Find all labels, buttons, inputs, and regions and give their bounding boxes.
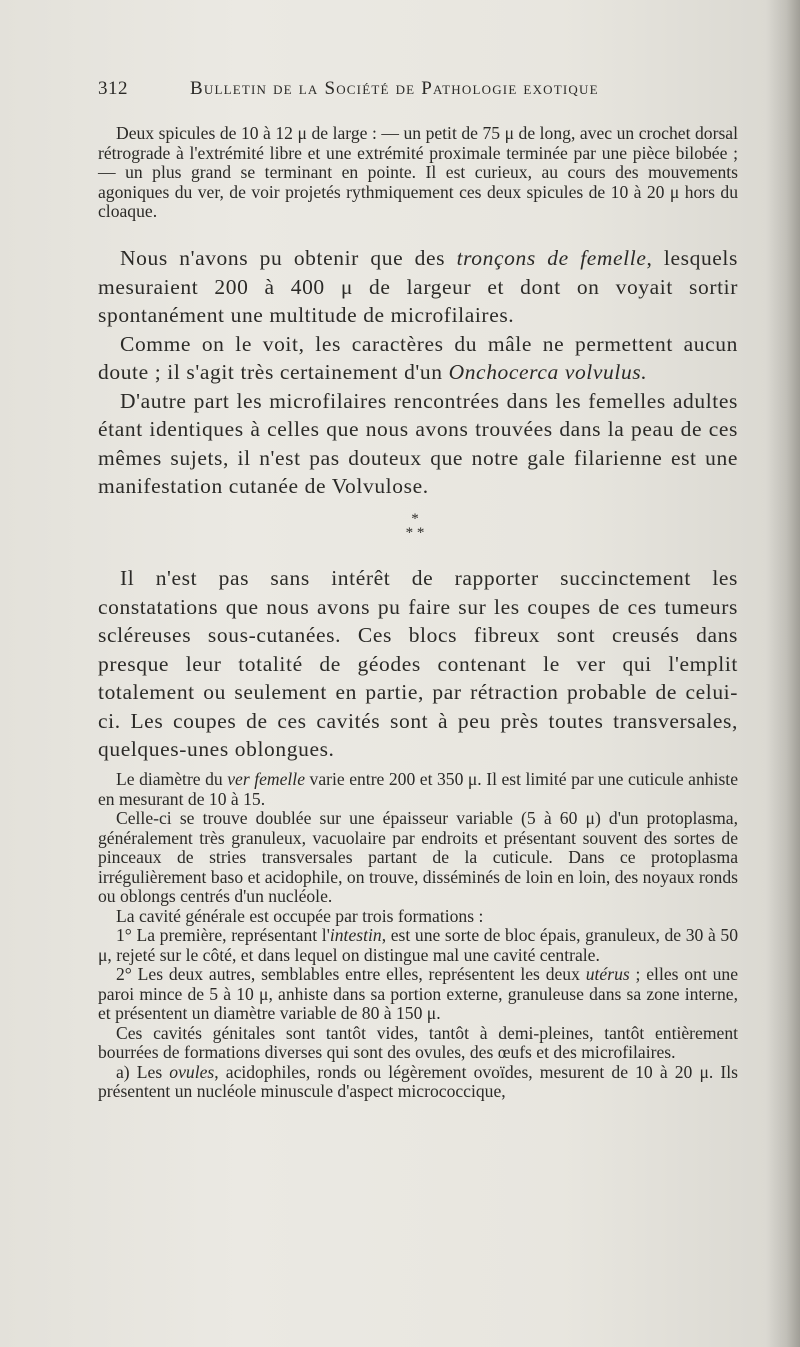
sections-paragraph: [98, 564, 738, 764]
page-number: 312: [98, 78, 128, 99]
section-asterism: * * *: [405, 511, 425, 541]
paragraph-diametre: Le diamètre du ver femelle varie entre 200 et 350 μ. Il est limité par une cuticule anhiste en mesurant de 10 à 15.: [98, 769, 738, 809]
emphasis-onchocerca: Onchocerca volvulus.: [448, 360, 648, 384]
paragraph-cavite: La cavité générale est occupée par trois formations :: [116, 905, 484, 926]
spicules-paragraph: [98, 124, 738, 222]
paragraph-intestin: 1° La première, représentant l'intestin, est une sorte de bloc épais, granuleux, de 30 à 50 μ, rejeté sur le côté, et dans lequel on distingue mal une cavité centrale.: [98, 925, 738, 965]
paragraph-uterus: 2° Les deux autres, semblables entre elles, représentent les deux utérus ; elles ont une paroi mince de 5 à 10 μ, anhiste dans sa portion externe, granuleuse dans sa zone interne, et présentent un diamètre variable de 80 à 150 μ.: [98, 964, 739, 1023]
page-edge-shadow: [766, 0, 800, 1347]
paragraph-volvulose: D'autre part les microfilaires rencontrées dans les femelles adultes étant identiques à celles que nous avons trouvées dans la peau de ces mêmes sujets, il n'est pas douteux que notre gale filarienne est une manifestation cutanée de Volvulose.: [98, 388, 738, 498]
paragraph-spicules: Deux spicules de 10 à 12 μ de large : — un petit de 75 μ de long, avec un crochet dorsal rétrograde à l'extrémité libre et une extrémité proximale terminée par une pièce bilobée ; — un plus grand se terminant en pointe. Il est curieux, au cours des mouvements agoniques du ver, de voir projetés rythmiquement ces deux spicules de 10 à 20 μ hors du cloaque.: [98, 123, 738, 221]
emphasis-ver-femelle: ver femelle: [227, 769, 306, 789]
paragraph-protoplasma: Celle-ci se trouve doublée sur une épaisseur variable (5 à 60 μ) d'un protoplasma, généralement très granuleux, vacuolaire par endroits et présentant souvent des sortes de pinceaux de stries transversales partant de la cuticule. Dans ce protoplasma irrégulièrement baso et acidophile, on trouve, disséminés de loin en loin, des noyaux ronds ou oblongs centrés d'un nucléole.: [98, 808, 738, 906]
emphasis-troncons: tronçons de femelle: [456, 246, 647, 270]
paragraph-cavites-genitales: Ces cavités génitales sont tantôt vides, tantôt à demi-pleines, tantôt entièrement bourrées de formations diverses qui sont des ovules, des œufs et des microfilaires.: [98, 1022, 738, 1062]
female-section: [98, 244, 738, 501]
paragraph-coupes: Il n'est pas sans intérêt de rapporter succinctement les constatations que nous avons pu faire sur les coupes de ces tumeurs scléreuses sous-cutanées. Ces blocs fibreux sont creusés dans presque leur totalité de géodes contenant le ver qui l'emplit totalement ou seulement en partie, par rétraction probable de celui-ci. Les coupes de ces cavités sont à peu près toutes transversales, quelques-unes oblongues.: [98, 566, 738, 761]
paragraph-conclusion-male: Comme on le voit, les caractères du mâle ne permettent aucun doute ; il s'agit très certainement d'un Onchocerca volvulus.: [98, 331, 738, 384]
paragraph-troncons: Nous n'avons pu obtenir que des tronçons de femelle, lesquels mesuraient 200 à 400 μ de largeur et dont on voyait sortir spontanément une multitude de microfilaires.: [98, 246, 738, 327]
journal-title: Bulletin de la Société de Pathologie exotique: [190, 78, 599, 99]
emphasis-uterus: utérus: [585, 964, 630, 984]
histology-section: [98, 770, 738, 1102]
paragraph-ovules: a) Les ovules, acidophiles, ronds ou légèrement ovoïdes, mesurent de 10 à 20 μ. Ils présentent un nucléole minuscule d'aspect micrococcique,: [98, 1061, 738, 1101]
emphasis-ovules: ovules: [169, 1061, 215, 1082]
emphasis-intestin: intestin: [329, 925, 382, 945]
